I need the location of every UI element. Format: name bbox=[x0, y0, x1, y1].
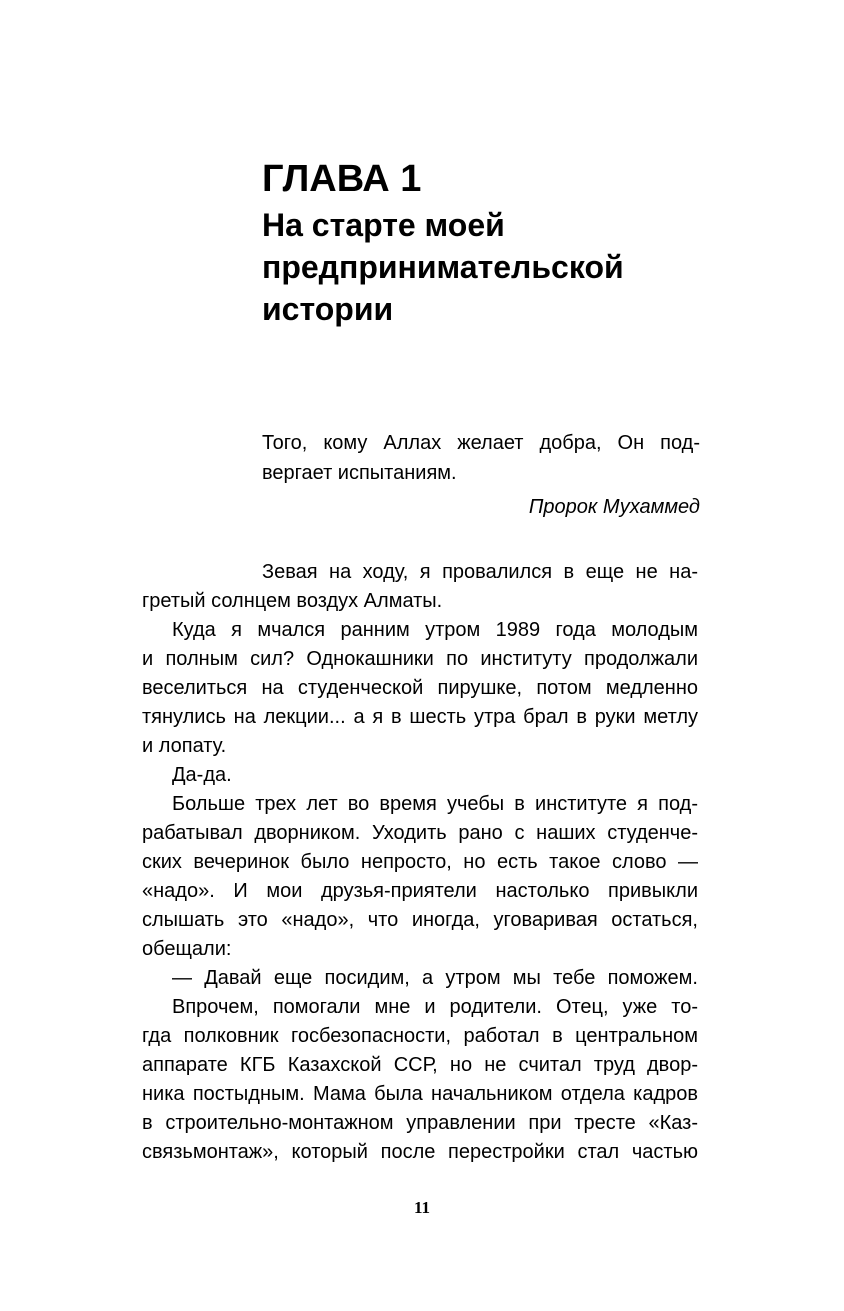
chapter-title bbox=[262, 204, 732, 330]
text-line: аппарате КГБ Казахской ССР, но не считал труд двор- bbox=[142, 1054, 698, 1076]
text-line: тянулись на лекции... а я в шесть утра брал в руки метлу bbox=[142, 706, 698, 728]
text-line: гретый солнцем воздух Алматы. bbox=[142, 590, 443, 612]
text-line: ника постыдным. Мама была начальником отдела кадров bbox=[142, 1083, 698, 1105]
epigraph-author: Пророк Мухаммед bbox=[528, 496, 700, 518]
text-line: гда полковник госбезопасности, работал в центральном bbox=[142, 1025, 698, 1047]
chapter-title-line: На старте моей bbox=[262, 207, 505, 243]
text-line: и лопату. bbox=[142, 735, 227, 757]
epigraph bbox=[262, 428, 700, 522]
text-line: Больше трех лет во время учебы в институте я под- bbox=[172, 793, 698, 815]
text-line: и полным сил? Однокашники по институту продолжали bbox=[142, 648, 698, 670]
text-line: ских вечеринок было непросто, но есть такое слово — bbox=[142, 851, 698, 873]
text-line: Впрочем, помогали мне и родители. Отец, уже то- bbox=[172, 996, 698, 1018]
text-line: связьмонтаж», который после перестройки стал частью bbox=[142, 1141, 698, 1163]
text-line: Да-да. bbox=[172, 764, 232, 786]
epigraph-line: Того, кому Аллах желает добра, Он под- bbox=[262, 432, 700, 454]
text-line: в строительно-монтажном управлении при тресте «Каз- bbox=[142, 1112, 698, 1134]
page-number: 11 bbox=[413, 1198, 431, 1217]
chapter-label: ГЛАВА 1 bbox=[262, 158, 422, 200]
chapter-heading bbox=[262, 156, 732, 330]
chapter-title-line: предпринимательской bbox=[262, 249, 624, 285]
epigraph-line: вергает испытаниям. bbox=[262, 462, 457, 484]
chapter-title-line: истории bbox=[262, 291, 394, 327]
text-line: веселиться на студенческой пирушке, потом медленно bbox=[142, 677, 698, 699]
text-line: рабатывал дворником. Уходить рано с наших студенче- bbox=[142, 822, 698, 844]
text-line: Куда я мчался ранним утром 1989 года молодым bbox=[172, 619, 698, 641]
text-line: слышать это «надо», что иногда, уговаривая остаться, bbox=[142, 909, 698, 931]
text-line: «надо». И мои друзья-приятели настолько привыкли bbox=[142, 880, 698, 902]
text-line: Зевая на ходу, я провалился в еще не на- bbox=[262, 561, 698, 583]
text-line: обещали: bbox=[142, 938, 232, 960]
text-line: — Давай еще посидим, а утром мы тебе поможем. bbox=[172, 967, 698, 989]
body-text bbox=[142, 558, 698, 1167]
